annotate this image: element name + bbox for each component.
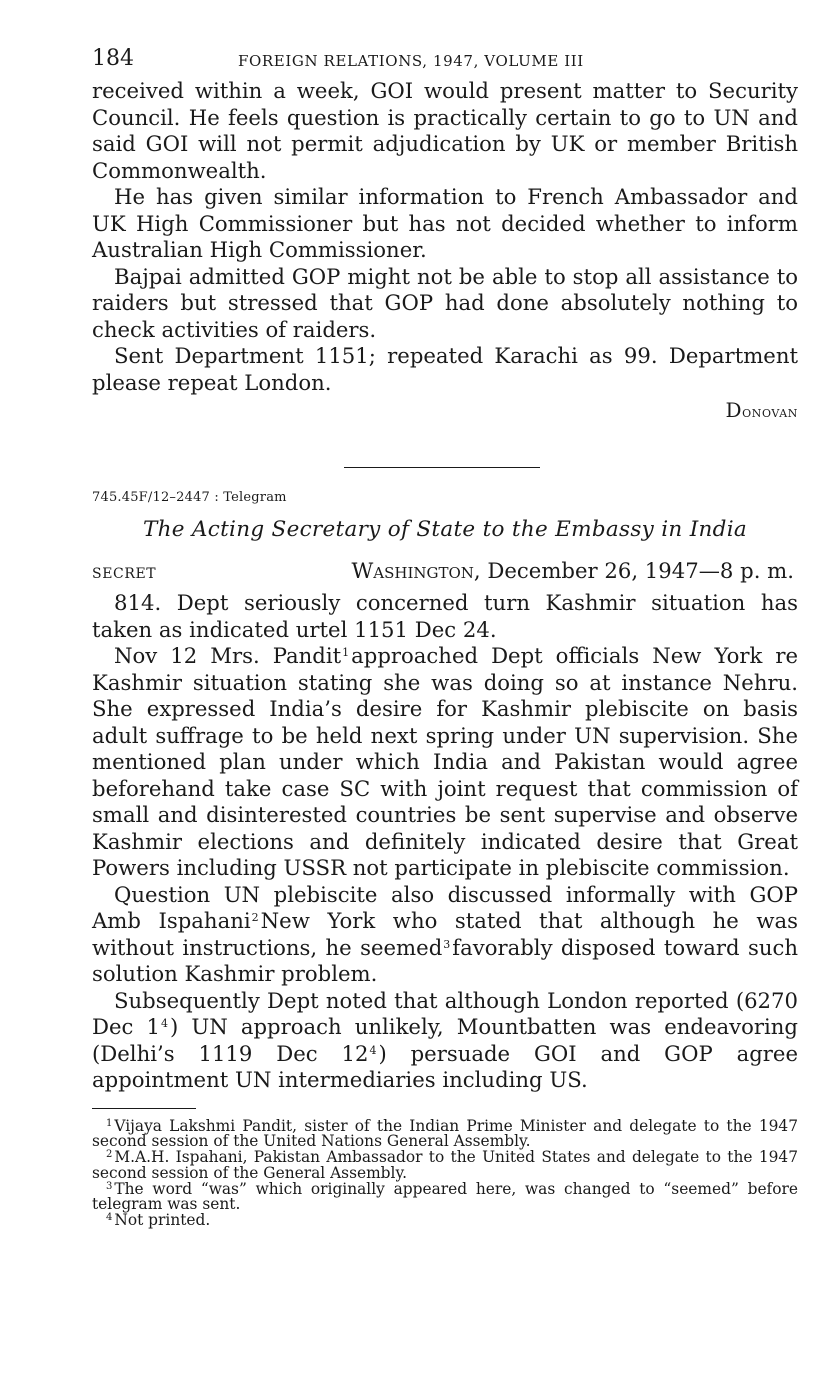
document-page <box>92 42 798 1229</box>
dateline-date: , December 26, 1947—8 p. m. <box>473 558 794 583</box>
body-paragraph: received within a week, GOI would present matter to Security Council. He feels question is practically certain to go to UN and said GOI will not permit adjudication by UK or member British Commonwealth. <box>92 78 798 183</box>
footnote-ref[interactable]: 3 <box>443 937 451 951</box>
signature-initial: D <box>725 398 743 422</box>
dateline-place: ashington <box>373 558 474 583</box>
body-paragraph <box>92 882 798 988</box>
dateline <box>351 558 794 583</box>
footnote-ref[interactable]: 4 <box>160 1017 168 1030</box>
footnote-text: The word “was” which originally appeared here, was changed to “seemed” before telegram was sent. <box>92 1179 798 1214</box>
document-title: The Acting Secretary of State to the Embassy in India <box>142 517 748 542</box>
text-run: approached Dept officials New York re Kashmir situation stating she was doing so at instance Nehru. She expressed India’s desire for Kashmir plebiscite on basis adult suffrage to be held next spring under UN supervision. She mentioned plan under which India and Pakistan would agree beforehand take case SC with joint request that commission of small and disinterested countries be sent supervise and observe Kashmir elections and definitely indicated desire that Great Powers including USSR not participate in plebiscite commission. <box>92 643 799 880</box>
body-paragraph: He has given similar information to French Ambassador and UK High Commissioner but has not decided whether to inform Australian High Commissioner. <box>92 184 798 262</box>
body-paragraph <box>92 643 798 882</box>
footnote-marker: 3 <box>106 1180 113 1192</box>
dateline-place-initial: W <box>351 558 374 583</box>
page-number: 184 <box>92 46 134 71</box>
running-head <box>92 42 798 78</box>
footnote-ref[interactable]: 4 <box>369 1043 377 1057</box>
footnote-marker: 4 <box>106 1212 113 1224</box>
body-paragraph: 814. Dept seriously concerned turn Kashmir situation has taken as indicated urtel 1151 Dec 24. <box>92 590 798 642</box>
footnote <box>92 1179 798 1214</box>
previous-document-continuation <box>92 78 798 422</box>
running-title: FOREIGN RELATIONS, 1947, VOLUME III <box>238 52 584 70</box>
footnote <box>92 1213 798 1229</box>
text-run: Question UN plebiscite also discussed informally with GOP Amb Ispahani <box>92 881 798 933</box>
classification-label: SECRET <box>92 566 157 582</box>
footnote-text: Vijaya Lakshmi Pandit, sister of the Indian Prime Minister and delegate to the 1947 second session of the United Nations General Assembly. <box>92 1116 798 1151</box>
text-run: New York who stated that although he was without instructions, he seemed <box>92 908 798 960</box>
text-run: ) persuade GOI and GOP agree appointment UN intermediaries including US. <box>92 1040 798 1092</box>
text-run: ) UN approach unlikely, Mountbatten was endeavoring (Delhi’s 1119 Dec 12 <box>92 1014 798 1066</box>
footnote-marker: 1 <box>106 1117 113 1129</box>
signature <box>92 398 798 422</box>
body-paragraph <box>92 988 798 1094</box>
footnote-text: Not printed. <box>114 1211 211 1230</box>
dateline-row <box>92 556 798 590</box>
footnote-marker: 2 <box>106 1149 113 1161</box>
footnote-ref[interactable]: 1 <box>342 646 350 659</box>
body-paragraph: Sent Department 1151; repeated Karachi as 99. Department please repeat London. <box>92 343 798 395</box>
body-paragraph: Bajpai admitted GOP might not be able to stop all assistance to raiders but stressed that GOP had done absolutely nothing to check activities of raiders. <box>92 263 798 342</box>
text-run: Nov 12 Mrs. Pandit <box>114 643 342 668</box>
footnote <box>92 1150 798 1182</box>
footnotes <box>92 1116 798 1230</box>
section-divider <box>344 467 540 468</box>
footnote-divider <box>92 1108 196 1109</box>
file-reference: 745.45F/12–2447 : Telegram <box>92 490 287 505</box>
footnote <box>92 1116 798 1151</box>
signature-rest: onovan <box>742 402 798 421</box>
footnote-ref[interactable]: 2 <box>251 911 259 924</box>
text-run: favorably disposed toward such solution Kashmir problem. <box>92 934 798 986</box>
footnote-text: M.A.H. Ispahani, Pakistan Ambassador to the United States and delegate to the 1947 second session of the General Assembly. <box>92 1148 798 1182</box>
text-run: Subsequently Dept noted that although London reported (6270 Dec 1 <box>92 987 798 1039</box>
